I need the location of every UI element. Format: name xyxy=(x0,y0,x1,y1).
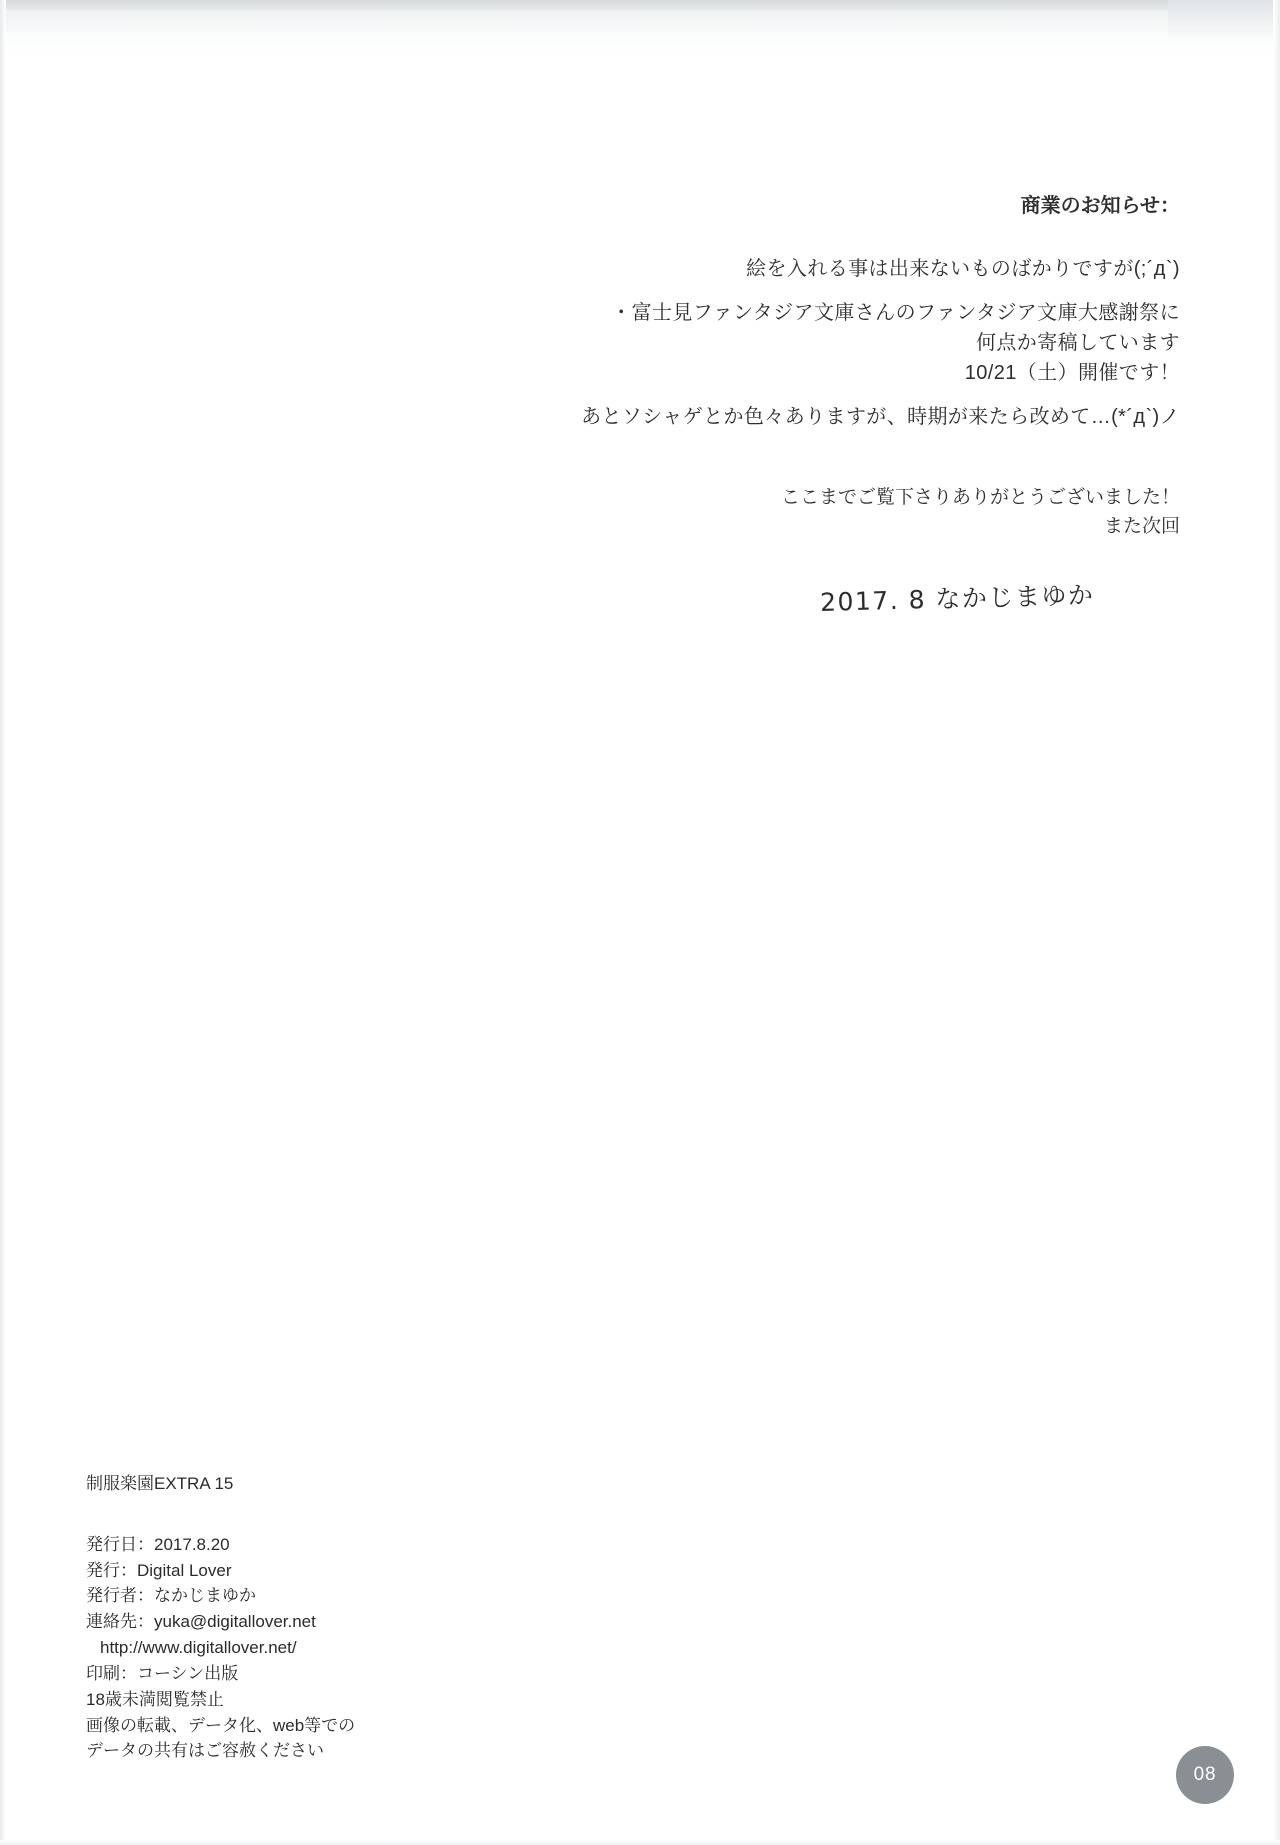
spacer xyxy=(300,388,1180,402)
scan-left-edge xyxy=(0,0,6,1845)
colophon-block xyxy=(86,1472,646,1764)
afterword-thanks-2: また次回 xyxy=(1103,515,1180,537)
afterword-thanks-1: ここまでご覧下さりありがとうございました！ xyxy=(780,487,1180,508)
colophon-age-restriction: 18歳未満閲覧禁止 xyxy=(86,1689,224,1709)
scan-top-notch xyxy=(1168,0,1280,40)
colophon-author: 発行者：なかじまゆか xyxy=(86,1586,256,1606)
colophon-notice-2: データの共有はご容赦ください xyxy=(86,1741,324,1761)
afterword-heading: 商業のお知らせ： xyxy=(1020,195,1180,217)
scan-top-shadow xyxy=(0,0,1280,10)
colophon-notice-1: 画像の転載、データ化、web等での xyxy=(86,1715,356,1735)
colophon-printer: 印刷：コーシン出版 xyxy=(86,1663,239,1683)
page-number-badge: 08 xyxy=(1176,1746,1234,1804)
colophon-publish-date: 発行日：2017.8.20 xyxy=(86,1534,230,1554)
spacer xyxy=(300,284,1180,298)
author-signature: 2017. 8 なかじまゆか xyxy=(819,580,1095,618)
colophon-website-url: http://www.digitallover.net/ xyxy=(100,1638,297,1658)
spacer xyxy=(300,240,1180,254)
colophon-title: 制服楽園EXTRA 15 xyxy=(86,1474,234,1493)
afterword-block xyxy=(300,190,1180,541)
afterword-line-1: 絵を入れる事は出来ないものばかりですが(;´д`) xyxy=(746,258,1180,280)
spacer xyxy=(300,432,1180,484)
afterword-line-5: あとソシャゲとか色々ありますが、時期が来たら改めて…(*´д`)ノ xyxy=(581,406,1180,428)
colophon-contact-email: 連絡先：yuka@digitallover.net xyxy=(86,1612,316,1632)
afterword-line-2: ・富士見ファンタジア文庫さんのファンタジア文庫大感謝祭に xyxy=(611,302,1180,324)
scan-bottom-edge xyxy=(0,1840,1280,1845)
afterword-line-4: 10/21（土）開催です！ xyxy=(964,362,1180,384)
colophon-publisher: 発行：Digital Lover xyxy=(86,1560,232,1580)
scan-right-edge xyxy=(1273,0,1280,1845)
afterword-line-3: 何点か寄稿しています xyxy=(976,332,1180,354)
